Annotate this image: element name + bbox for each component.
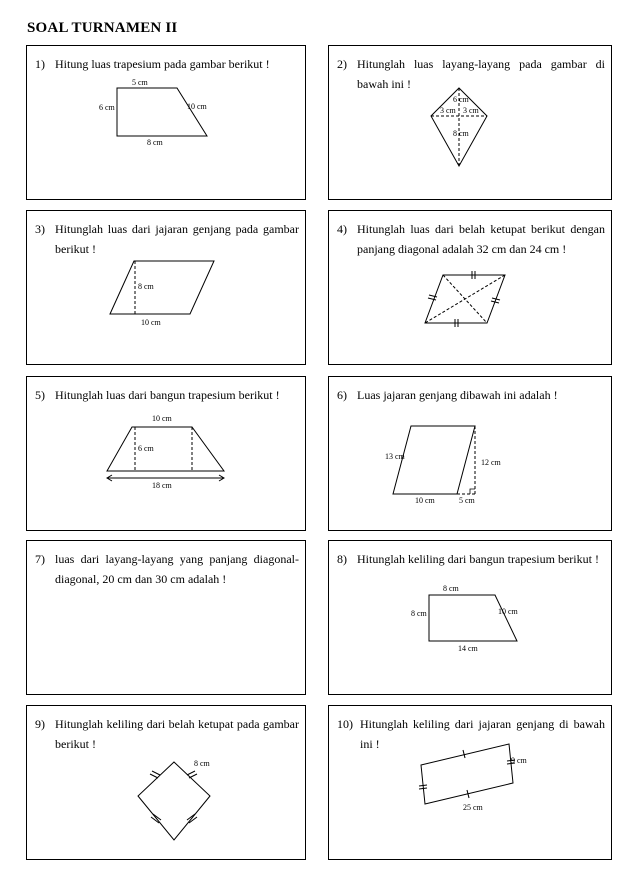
parallelogram-figure	[107, 259, 237, 334]
question-number: 2)	[337, 57, 347, 71]
question-box-6	[328, 376, 612, 531]
question-text: Hitunglah luas dari bangun trapesium berikut !	[55, 388, 280, 402]
label-lower: 8 cm	[453, 129, 469, 138]
trapezoid-figure	[407, 583, 557, 663]
question-box-10	[328, 705, 612, 860]
question-box-7	[26, 540, 306, 695]
question-text: Luas jajaran genjang dibawah ini adalah !	[357, 388, 558, 402]
label-height: 8 cm	[138, 282, 154, 291]
question-text: Hitunglah keliling dari belah ketupat pada gambar berikut !	[55, 717, 299, 751]
rhombus-figure	[132, 754, 232, 849]
label-bottom: 18 cm	[152, 481, 172, 490]
question-box-4	[328, 210, 612, 365]
label-short: 9 cm	[511, 756, 527, 765]
label-base: 10 cm	[415, 496, 435, 505]
question-number: 7)	[35, 552, 45, 566]
label-side: 13 cm	[385, 452, 405, 461]
question-text: Hitung luas trapesium pada gambar berikut !	[55, 57, 270, 71]
label-extra: 5 cm	[459, 496, 475, 505]
page-title: SOAL TURNAMEN II	[27, 20, 178, 36]
question-box-2	[328, 45, 612, 200]
rhombus-figure	[421, 271, 521, 331]
label-left: 6 cm	[99, 103, 115, 112]
question-text: luas dari layang-layang yang panjang diagonal-diagonal, 20 cm dan 30 cm adalah !	[55, 552, 299, 586]
trapezoid-figure	[87, 76, 237, 166]
question-number: 8)	[337, 552, 347, 566]
question-box-9	[26, 705, 306, 860]
question-box-5	[26, 376, 306, 531]
question-number: 1)	[35, 57, 45, 71]
question-box-8	[328, 540, 612, 695]
label-long: 25 cm	[463, 803, 483, 812]
question-number: 6)	[337, 388, 347, 402]
label-left: 8 cm	[411, 609, 427, 618]
label-height: 6 cm	[138, 444, 154, 453]
kite-figure	[429, 86, 509, 176]
label-upper: 6 cm	[453, 95, 469, 104]
question-text: Hitunglah luas layang-layang pada gambar di bawah ini !	[357, 57, 605, 91]
trapezoid-figure	[102, 414, 232, 497]
label-left: 3 cm	[440, 106, 456, 115]
question-number: 3)	[35, 222, 45, 236]
question-number: 4)	[337, 222, 347, 236]
question-number: 10)	[337, 717, 353, 731]
question-box-1	[26, 45, 306, 200]
question-number: 5)	[35, 388, 45, 402]
question-text: Hitunglah luas dari belah ketupat berikut dengan panjang diagonal adalah 32 cm dan 24 cm !	[357, 222, 605, 256]
label-slant: 10 cm	[187, 102, 207, 111]
label-top: 5 cm	[132, 78, 148, 87]
question-number: 9)	[35, 717, 45, 731]
label-top: 8 cm	[443, 584, 459, 593]
question-box-3	[26, 210, 306, 365]
label-slant: 10 cm	[498, 607, 518, 616]
label-top: 10 cm	[152, 414, 172, 423]
label-side: 8 cm	[194, 759, 210, 768]
parallelogram-figure	[417, 742, 527, 814]
parallelogram-figure	[379, 422, 529, 512]
label-base: 10 cm	[141, 318, 161, 327]
label-bottom: 8 cm	[147, 138, 163, 147]
question-text: Hitunglah luas dari jajaran genjang pada gambar berikut !	[55, 222, 299, 256]
label-right: 3 cm	[463, 106, 479, 115]
question-text: Hitunglah keliling dari bangun trapesium berikut !	[357, 552, 599, 566]
label-bottom: 14 cm	[458, 644, 478, 653]
label-height: 12 cm	[481, 458, 501, 467]
question-text: Hitunglah keliling dari jajaran genjang di bawah ini !	[360, 717, 605, 751]
